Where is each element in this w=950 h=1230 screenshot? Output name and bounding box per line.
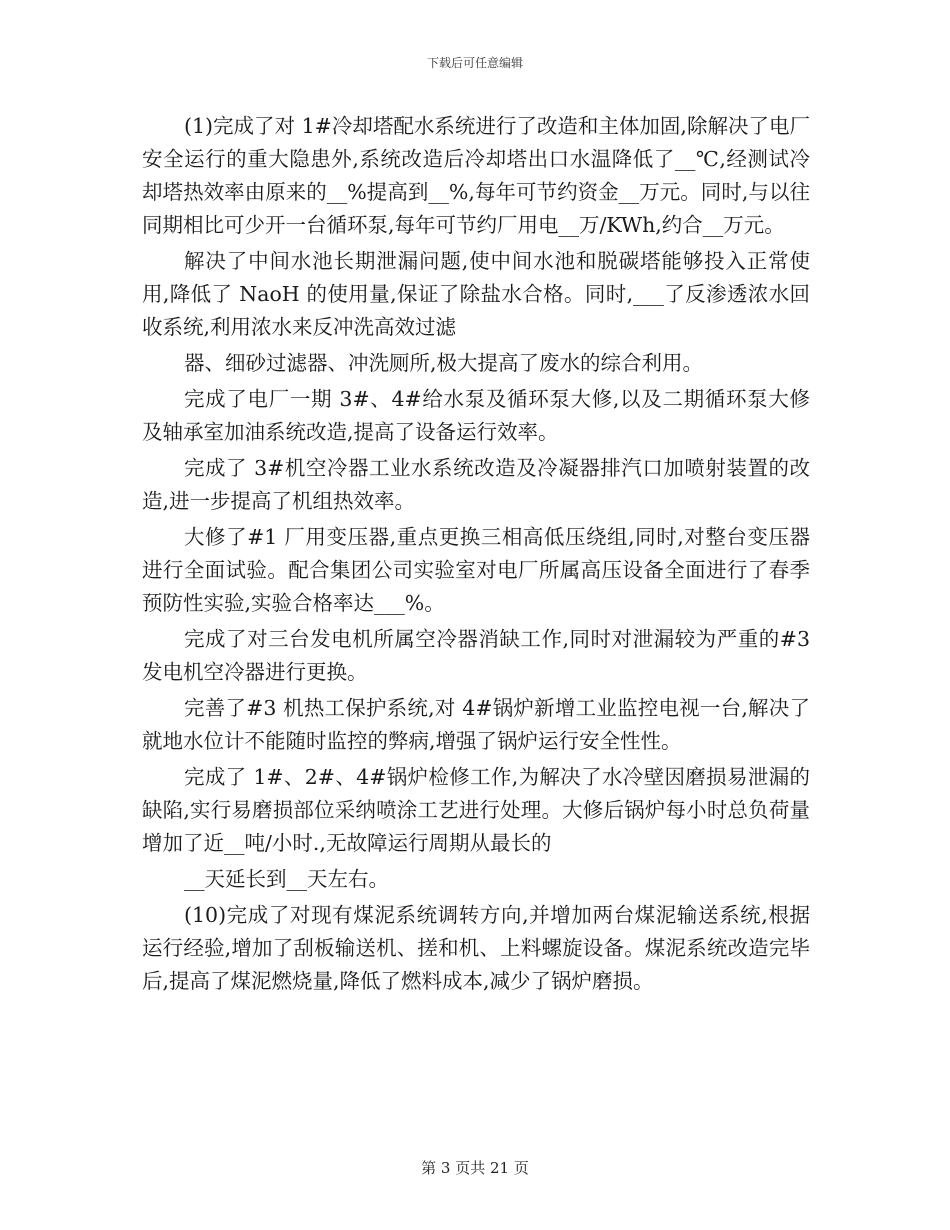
paragraph-11: (10)完成了对现有煤泥系统调转方向,并增加两台煤泥输送系统,根据运行经验,增加了刮板输送机、搓和机、上料螺旋设备。煤泥系统改造完毕后,提高了煤泥燃烧量,降低了燃料成本,减少了锅炉磨损。 — [142, 903, 810, 993]
paragraph-8: 完善了#3 机热工保护系统,对 4#锅炉新增工业监控电视一台,解决了就地水位计不能随时监控的弊病,增强了锅炉运行安全性性。 — [142, 696, 810, 753]
paragraph-9: 完成了 1#、2#、4#锅炉检修工作,为解决了水冷壁因磨损易泄漏的缺陷,实行易磨损部位采纳喷涂工艺进行处理。大修后锅炉每小时总负荷量增加了近__吨/小时.,无故障运行周期从最长的 — [142, 765, 810, 855]
paragraph-1: (1)完成了对 1#冷却塔配水系统进行了改造和主体加固,除解决了电厂安全运行的重大隐患外,系统改造后冷却塔出口水温降低了__℃,经测试冷却塔热效率由原来的__%提高到__%,每年可节约资金__万元。同时,与以往同期相比可少开一台循环泵,每年可节约厂用电__万/KWh,约合__万元。 — [142, 114, 810, 237]
paragraph-2: 解决了中间水池长期泄漏问题,使中间水池和脱碳塔能够投入正常使用,降低了 NaoH 的使用量,保证了除盐水合格。同时,___了反渗透浓水回收系统,利用浓水来反冲洗高效过滤 — [142, 249, 810, 339]
document-body — [142, 110, 817, 1001]
paragraph-3: 器、细砂过滤器、冲洗厕所,极大提高了废水的综合利用。 — [184, 351, 704, 375]
page-header: 下载后可任意编辑 — [426, 56, 523, 70]
paragraph-5: 完成了 3#机空冷器工业水系统改造及冷凝器排汽口加喷射装置的改造,进一步提高了机组热效率。 — [142, 456, 810, 513]
paragraph-4: 完成了电厂一期 3#、4#给水泵及循环泵大修,以及二期循环泵大修及轴承室加油系统改造,提高了设备运行效率。 — [142, 387, 810, 444]
paragraph-7: 完成了对三台发电机所属空冷器消缺工作,同时对泄漏较为严重的#3 发电机空冷器进行更换。 — [142, 627, 817, 684]
paragraph-10: __天延长到__天左右。 — [184, 867, 389, 891]
paragraph-6: 大修了#1 厂用变压器,重点更换三相高低压绕组,同时,对整台变压器进行全面试验。配合集团公司实验室对电厂所属高压设备全面进行了春季预防性实验,实验合格率达___%。 — [142, 525, 810, 615]
page-footer: 第 3 页共 21 页 — [421, 1159, 529, 1177]
